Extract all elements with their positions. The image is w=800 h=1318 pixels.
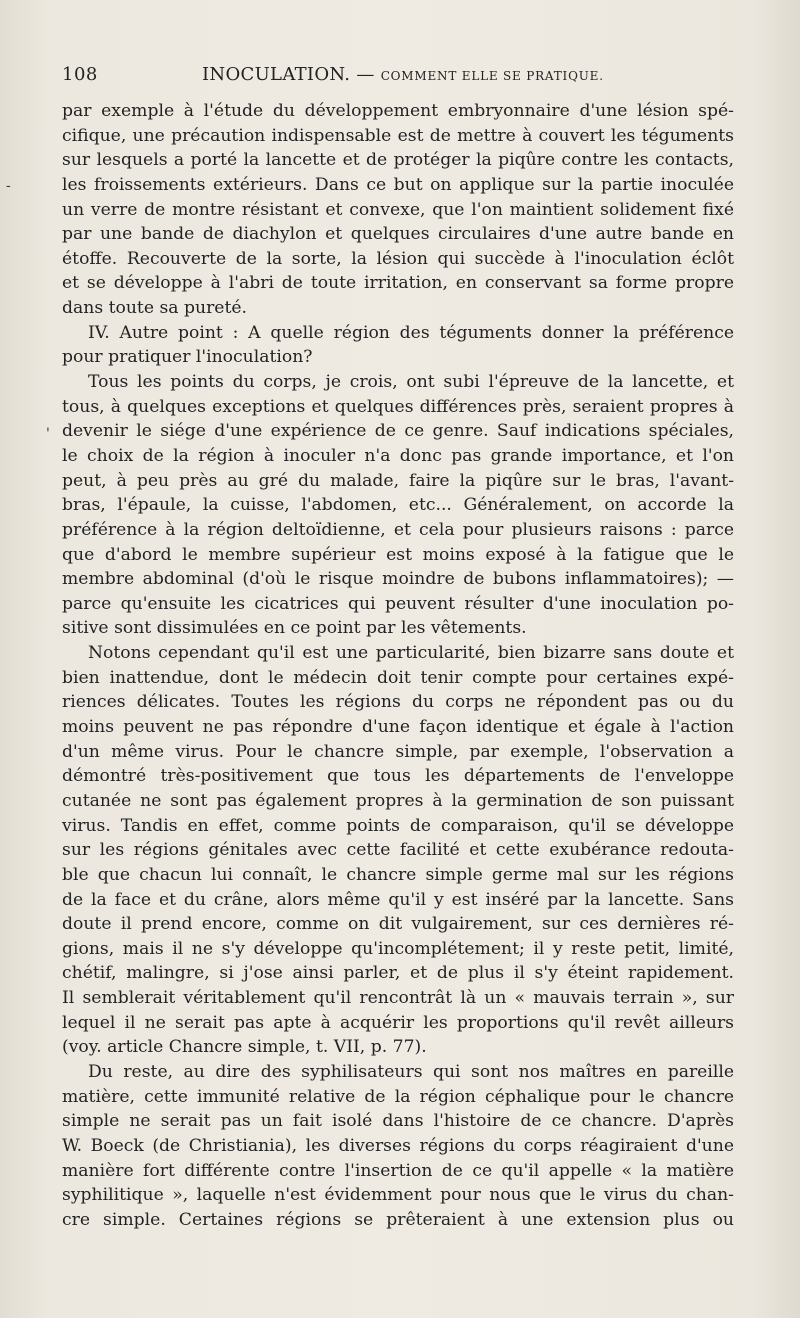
- running-title-subtitle: COMMENT ELLE SE PRATIQUE.: [380, 69, 604, 83]
- text-line: dans toute sa pureté.: [62, 298, 248, 319]
- text-line: que d'abord le membre supérieur est moins exposé à la fatigue que le: [62, 544, 734, 565]
- text-line: un verre de montre résistant et convexe, que l'on maintient solidement fixé: [62, 199, 734, 220]
- text-line: (voy. article Chancre simple, t. VII, p. 77).: [62, 1037, 427, 1058]
- text-line: simple ne serait pas un fait isolé dans l'histoire de ce chancre. D'après: [62, 1111, 734, 1132]
- text-line: Notons cependant qu'il est une particularité, bien bizarre sans doute et: [88, 643, 734, 664]
- text-line: sur lesquels a porté la lancette et de protéger la piqûre contre les contacts,: [62, 150, 734, 171]
- text-line: ble que chacun lui connaît, le chancre simple germe mal sur les régions: [62, 864, 734, 885]
- text-line: démontré très-positivement que tous les départements de l'enveloppe: [62, 766, 734, 787]
- margin-mark: ': [46, 426, 50, 442]
- page-number: 108: [62, 64, 98, 85]
- text-line: manière fort différente contre l'insertion de ce qu'il appelle « la matière: [62, 1160, 734, 1181]
- text-line: cre simple. Certaines régions se prêteraient à une extension plus ou: [62, 1209, 734, 1230]
- text-line: bien inattendue, dont le médecin doit tenir compte pour certaines expé-: [62, 667, 734, 688]
- margin-mark: -: [6, 178, 11, 194]
- text-line: W. Boeck (de Christiania), les diverses régions du corps réagiraient d'une: [62, 1135, 734, 1156]
- text-line: bras, l'épaule, la cuisse, l'abdomen, etc... Généralement, on accorde la: [62, 495, 734, 516]
- text-line: par exemple à l'étude du développement embryonnaire d'une lésion spé-: [62, 101, 734, 121]
- text-line: devenir le siége d'une expérience de ce genre. Sauf indications spéciales,: [62, 421, 734, 442]
- running-title-main: INOCULATION. —: [202, 64, 375, 85]
- text-line: sur les régions génitales avec cette facilité et cette exubérance redouta-: [62, 840, 734, 861]
- text-line: IV. Autre point : A quelle région des téguments donner la préférence: [88, 322, 734, 343]
- text-line: doute il prend encore, comme on dit vulgairement, sur ces dernières ré-: [62, 914, 734, 935]
- text-line: Du reste, au dire des syphilisateurs qui sont nos maîtres en pareille: [88, 1061, 734, 1082]
- text-line: sitive sont dissimulées en ce point par les vêtements.: [62, 618, 527, 639]
- text-line: par une bande de diachylon et quelques circulaires d'une autre bande en: [62, 224, 734, 245]
- text-line: Il semblerait véritablement qu'il rencontrât là un « mauvais terrain », sur: [62, 988, 734, 1009]
- text-line: gions, mais il ne s'y développe qu'incomplétement; il y reste petit, limité,: [62, 938, 734, 959]
- text-line: riences délicates. Toutes les régions du corps ne répondent pas ou du: [62, 692, 734, 713]
- text-line: cifique, une précaution indispensable est de mettre à couvert les téguments: [62, 125, 734, 146]
- text-line: cutanée ne sont pas également propres à la germination de son puissant: [62, 790, 734, 811]
- body-text: [62, 99, 734, 1232]
- text-line: matière, cette immunité relative de la région céphalique pour le chancre: [62, 1086, 734, 1107]
- text-line: tous, à quelques exceptions et quelques différences près, seraient propres à: [62, 396, 734, 417]
- text-line: peut, à peu près au gré du malade, faire la piqûre sur le bras, l'avant-: [62, 470, 734, 491]
- text-line: parce qu'ensuite les cicatrices qui peuvent résulter d'une inoculation po-: [62, 593, 734, 614]
- text-line: les froissements extérieurs. Dans ce but on applique sur la partie inoculée: [62, 174, 734, 195]
- text-line: Tous les points du corps, je crois, ont subi l'épreuve de la lancette, et: [88, 372, 734, 393]
- text-line: virus. Tandis en effet, comme points de comparaison, qu'il se développe: [62, 815, 734, 836]
- text-line: d'un même virus. Pour le chancre simple, par exemple, l'observation a: [62, 741, 734, 762]
- text-line: lequel il ne serait pas apte à acquérir les proportions qu'il revêt ailleurs: [62, 1012, 734, 1033]
- text-line: moins peuvent ne pas répondre d'une façon identique et égale à l'action: [62, 717, 734, 738]
- running-title: [202, 64, 604, 85]
- text-line: syphilitique », laquelle n'est évidemment pour nous que le virus du chan-: [62, 1185, 734, 1206]
- text-line: préférence à la région deltoïdienne, et cela pour plusieurs raisons : parce: [62, 519, 734, 540]
- text-line: de la face et du crâne, alors même qu'il y est inséré par la lancette. Sans: [62, 889, 734, 910]
- text-line: et se développe à l'abri de toute irritation, en conservant sa forme propre: [62, 273, 734, 294]
- text-line: étoffe. Recouverte de la sorte, la lésion qui succède à l'inoculation éclôt: [62, 248, 734, 269]
- text-line: chétif, malingre, si j'ose ainsi parler, et de plus il s'y éteint rapidement.: [62, 963, 734, 984]
- text-line: le choix de la région à inoculer n'a donc pas grande importance, et l'on: [62, 445, 734, 466]
- text-line: membre abdominal (d'où le risque moindre de bubons inflammatoires); —: [62, 569, 734, 590]
- text-line: pour pratiquer l'inoculation?: [62, 347, 313, 368]
- page-header: [62, 60, 738, 94]
